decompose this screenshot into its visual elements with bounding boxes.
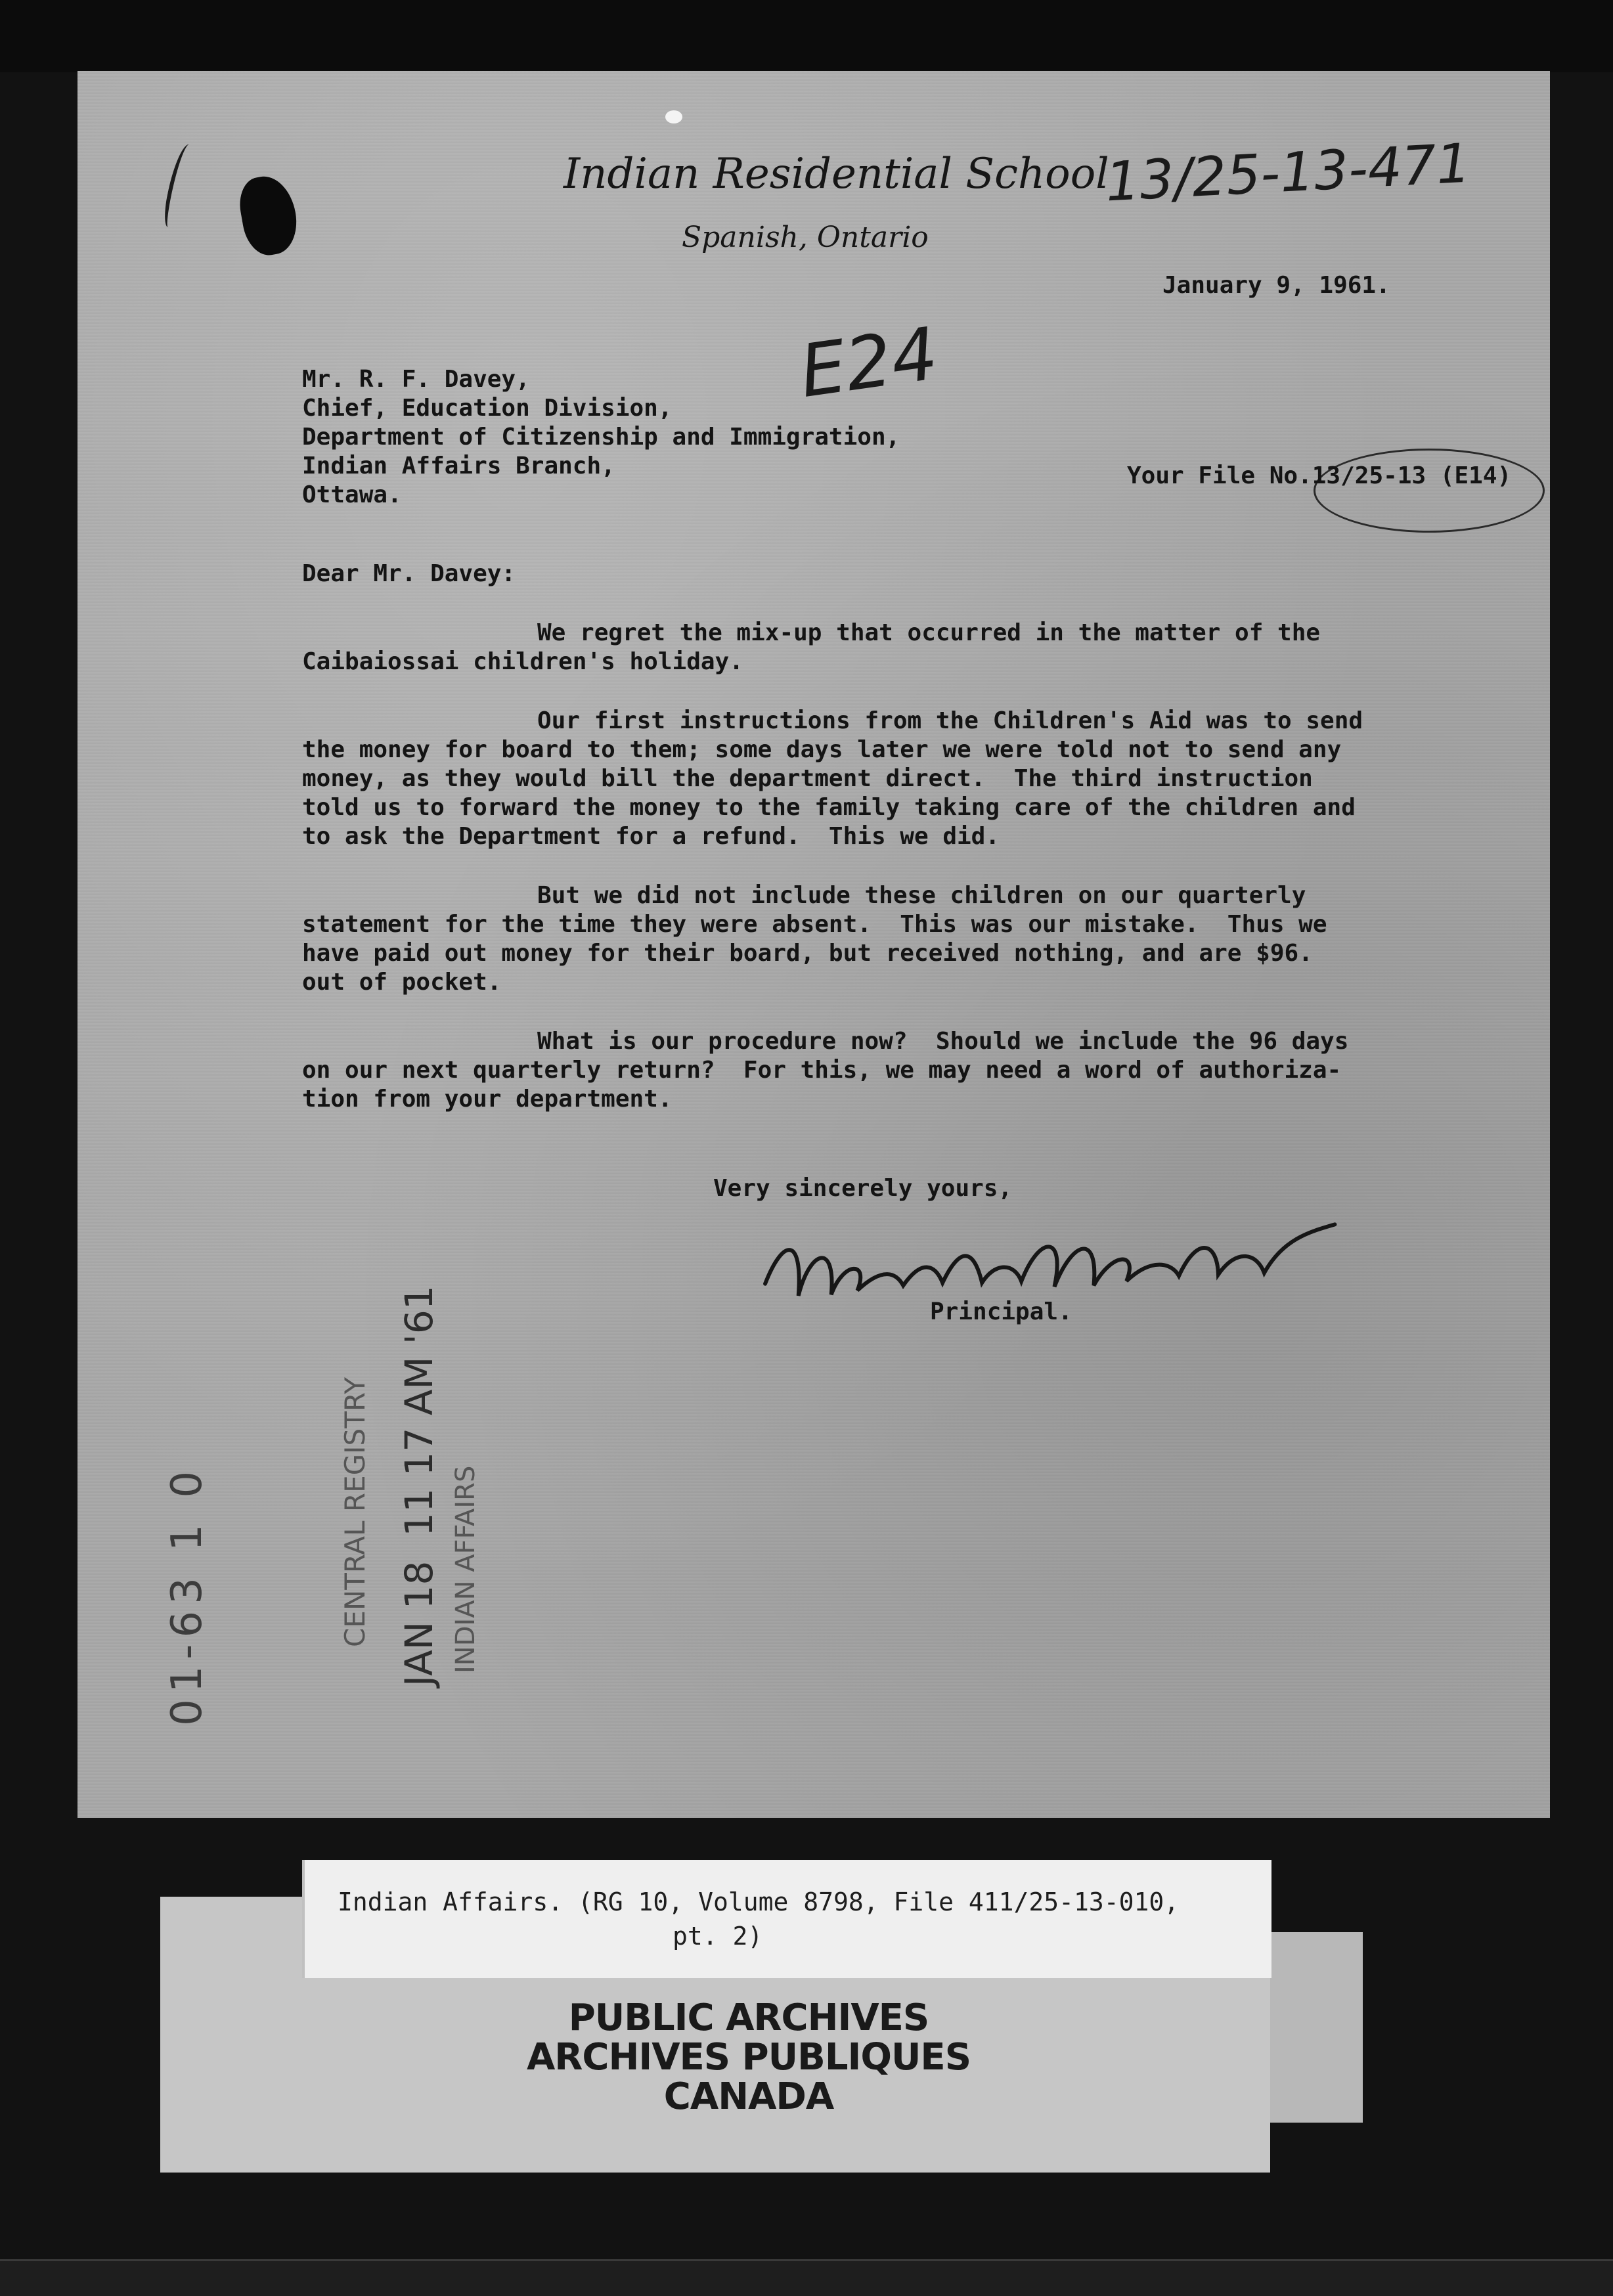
scan-speck <box>665 110 682 123</box>
signature <box>757 1222 840 1455</box>
paragraph-1-line-1: We regret the mix-up that occurred in the matter of the <box>537 619 1321 646</box>
paragraph-4-line-3: tion from your department. <box>302 1086 673 1113</box>
recipient-line-5: Ottawa. <box>302 481 402 508</box>
recipient-line-3: Department of Citizenship and Immigration, <box>302 424 900 451</box>
stamp-received-date: JAN 18 11 17 AM '61 <box>397 1285 441 1687</box>
paragraph-3-line-4: out of pocket. <box>302 969 502 996</box>
recipient-line-2: Chief, Education Division, <box>302 395 673 422</box>
recipient-line-4: Indian Affairs Branch, <box>302 453 615 479</box>
paragraph-2-line-3: money, as they would bill the department direct. The third instruction <box>302 765 1313 792</box>
archive-citation-line-2: pt. 2) <box>673 1922 763 1951</box>
paragraph-2-line-5: to ask the Department for a refund. This we did. <box>302 823 1000 850</box>
archive-citation-line-1: Indian Affairs. (RG 10, Volume 8798, File 411/25-13-010, <box>338 1888 1180 1916</box>
letterhead-location: Spanish, Ontario <box>682 221 929 254</box>
film-border-bottom <box>0 2259 1613 2296</box>
paragraph-3-line-3: have paid out money for their board, but received nothing, and are $96. <box>302 940 1313 967</box>
paragraph-2-line-1: Our first instructions from the Children's Aid was to send <box>537 707 1363 734</box>
hole-punch <box>235 172 302 259</box>
paragraph-3-line-1: But we did not include these children on our quarterly <box>537 882 1306 909</box>
reference-file-number: Your File No.13/25-13 (E14) <box>1127 462 1512 489</box>
letter-page <box>77 71 1550 1818</box>
salutation: Dear Mr. Davey: <box>302 560 516 587</box>
stamp-serial-number: 01-63 1 0 <box>163 1464 211 1726</box>
paragraph-2-line-2: the money for board to them; some days later we were told not to send any <box>302 736 1342 763</box>
paper-tear-mark <box>161 143 196 230</box>
archives-banner-line-2: ARCHIVES PUBLIQUES <box>526 2036 971 2079</box>
film-border-top <box>0 0 1613 72</box>
paragraph-1-line-2: Caibaiossai children's holiday. <box>302 648 743 675</box>
letterhead-school-name: Indian Residential School <box>563 150 1109 198</box>
closing: Very sincerely yours, <box>713 1175 1013 1202</box>
archive-citation-card <box>302 1860 1271 1978</box>
label-side-right <box>1268 1932 1363 2123</box>
handwritten-code: E24 <box>795 311 943 414</box>
letter-date: January 9, 1961. <box>1162 272 1390 299</box>
archives-banner-line-1: PUBLIC ARCHIVES <box>568 1997 929 2039</box>
stamp-indian-affairs: INDIAN AFFAIRS <box>451 1465 481 1673</box>
signer-title: Principal. <box>930 1298 1072 1325</box>
recipient-line-1: Mr. R. F. Davey, <box>302 366 530 393</box>
archives-banner-line-3: CANADA <box>663 2075 834 2118</box>
handwritten-file-number: 13/25-13-471 <box>1103 132 1472 214</box>
paragraph-3-line-2: statement for the time they were absent. This was our mistake. Thus we <box>302 911 1327 938</box>
paragraph-4-line-1: What is our procedure now? Should we include the 96 days <box>537 1028 1349 1055</box>
paragraph-2-line-4: told us to forward the money to the family taking care of the children and <box>302 794 1356 821</box>
paragraph-4-line-2: on our next quarterly return? For this, we may need a word of authoriza- <box>302 1057 1342 1084</box>
stamp-central-registry: CENTRAL REGISTRY <box>339 1377 371 1647</box>
